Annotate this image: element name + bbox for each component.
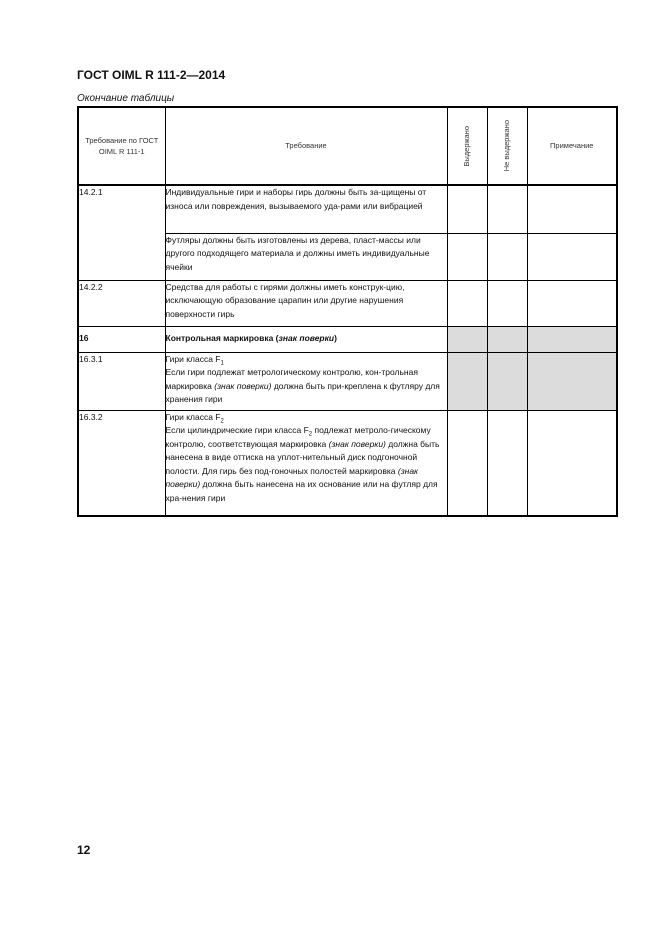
clause-cell: 16 <box>78 326 165 352</box>
header-failed: Не выдержано <box>487 107 527 185</box>
header-note: Примечание <box>527 107 617 185</box>
requirement-paragraph: Если цилиндрические гири класса $F_2$ подлежат метроло-гическому контролю, соответствующая маркировка (знак поверки) должна быть нанесена в виде оттиска на уплот-нительный диск подгоночной полости. Для гирь без под-гоночных полостей маркировка (знак поверки) должна быть нанесена на их основание или на футляр для хра-нения гири <box>165 425 440 503</box>
header-clause: Требование по ГОСТ OIML R 111-1 <box>78 107 165 185</box>
weight-class-title: Гири класса $F_1$ <box>165 353 224 367</box>
passed-cell[interactable] <box>447 280 487 326</box>
clause-cell: 14.2.2 <box>78 280 165 326</box>
table-row <box>78 280 617 326</box>
requirement-paragraph: Если гири подлежат метрологическому контролю, кон-трольная маркировка (знак поверки) должна быть при-креплена к футляру для хранения гири <box>165 367 440 404</box>
clause-cell: 16.3.1 <box>78 352 165 410</box>
page-number: 12 <box>77 843 91 857</box>
requirement-cell <box>165 410 447 516</box>
clause-cell: 14.2.1 <box>78 185 165 280</box>
passed-cell[interactable] <box>447 233 487 280</box>
weight-class-title: Гири класса $F_2$ <box>165 411 224 425</box>
requirement-cell: Контрольная маркировка (знак поверки) <box>165 326 447 352</box>
requirement-cell: Футляры должны быть изготовлены из дерева, пласт-массы или другого подходящего материала и должны иметь индивидуальные ячейки <box>165 233 447 280</box>
passed-cell <box>447 352 487 410</box>
note-cell[interactable] <box>527 233 617 280</box>
note-cell[interactable] <box>527 185 617 233</box>
requirement-cell <box>165 352 447 410</box>
requirement-cell: Индивидуальные гири и наборы гирь должны быть за-щищены от износа или повреждения, вызываемого уда-рами или вибрацией <box>165 185 447 233</box>
table-row <box>78 410 617 516</box>
requirement-cell: Средства для работы с гирями должны иметь конструк-цию, исключающую образование царапин или другие нарушения поверхности гирь <box>165 280 447 326</box>
table-row <box>78 326 617 352</box>
failed-cell <box>487 352 527 410</box>
note-cell[interactable] <box>527 410 617 516</box>
clause-cell: 16.3.2 <box>78 410 165 516</box>
failed-cell[interactable] <box>487 185 527 233</box>
requirements-table <box>77 106 618 517</box>
note-cell <box>527 352 617 410</box>
table-row <box>78 352 617 410</box>
header-requirement: Требование <box>165 107 447 185</box>
failed-cell[interactable] <box>487 410 527 516</box>
document-title: ГОСТ OIML R 111-2—2014 <box>77 68 226 82</box>
header-passed: Выдержано <box>447 107 487 185</box>
note-cell[interactable] <box>527 280 617 326</box>
passed-cell <box>447 326 487 352</box>
note-cell <box>527 326 617 352</box>
failed-cell <box>487 326 527 352</box>
table-header-row <box>78 107 617 185</box>
table-row <box>78 185 617 233</box>
passed-cell[interactable] <box>447 185 487 233</box>
table-caption: Окончание таблицы <box>77 93 175 104</box>
failed-cell[interactable] <box>487 233 527 280</box>
passed-cell[interactable] <box>447 410 487 516</box>
failed-cell[interactable] <box>487 280 527 326</box>
